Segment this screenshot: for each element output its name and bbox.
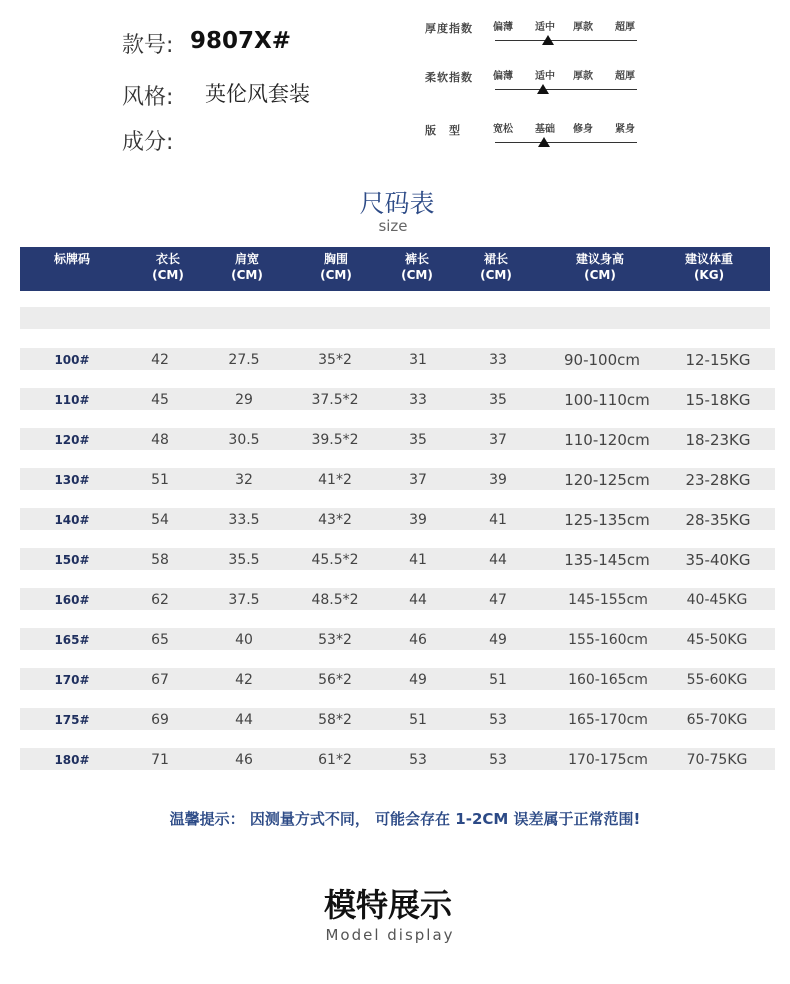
- cell-length: 51: [151, 472, 169, 488]
- size-table-header: [20, 247, 770, 291]
- header-cell-tag: 标牌码: [53, 252, 90, 266]
- cell-weight: 18-23KG: [685, 431, 751, 449]
- cell-chest: 41*2: [318, 472, 352, 488]
- index-option: 紧身: [615, 124, 635, 135]
- cell-chest: 39.5*2: [311, 432, 359, 448]
- cell-length: 45: [151, 392, 169, 408]
- cell-tag: 150#: [54, 553, 90, 567]
- cell-chest: 48.5*2: [311, 592, 359, 608]
- softness-index: [425, 67, 655, 107]
- cell-skirt: 44: [489, 552, 507, 568]
- model-number: 9807X#: [190, 28, 292, 54]
- table-row: [20, 548, 775, 570]
- cell-shoulder: 33.5: [228, 512, 260, 528]
- index-marker-icon: [542, 35, 554, 45]
- cell-weight: 15-18KG: [685, 391, 751, 409]
- cell-skirt: 51: [489, 672, 507, 688]
- cell-tag: 180#: [54, 753, 90, 767]
- cell-height: 165-170cm: [568, 712, 648, 728]
- cell-skirt: 33: [489, 352, 507, 368]
- cell-weight: 28-35KG: [685, 511, 751, 529]
- cell-pants: 33: [409, 392, 427, 408]
- cell-tag: 100#: [54, 353, 90, 367]
- index-option: 修身: [573, 124, 593, 135]
- cell-height: 120-125cm: [564, 471, 650, 489]
- cell-skirt: 47: [489, 592, 507, 608]
- index-option: 宽松: [493, 124, 513, 135]
- cell-skirt: 37: [489, 432, 507, 448]
- table-row: [20, 388, 775, 410]
- cell-weight: 23-28KG: [685, 471, 751, 489]
- model-display-title: 模特展示: [323, 886, 452, 924]
- cell-height: 170-175cm: [568, 752, 648, 768]
- cell-height: 155-160cm: [568, 632, 648, 648]
- table-row: [20, 668, 775, 690]
- cell-length: 48: [151, 432, 169, 448]
- cell-weight: 12-15KG: [685, 351, 751, 369]
- cell-tag: 175#: [54, 713, 90, 727]
- cell-skirt: 35: [489, 392, 507, 408]
- cell-weight: 40-45KG: [686, 592, 748, 608]
- cell-weight: 65-70KG: [686, 712, 748, 728]
- cell-shoulder: 35.5: [228, 552, 260, 568]
- cell-skirt: 39: [489, 472, 507, 488]
- index-marker-icon: [538, 137, 550, 147]
- cell-chest: 56*2: [318, 672, 352, 688]
- index-option: 基础: [535, 124, 555, 135]
- cell-length: 69: [151, 712, 169, 728]
- cell-length: 62: [151, 592, 169, 608]
- cell-chest: 53*2: [318, 632, 352, 648]
- cell-chest: 45.5*2: [311, 552, 359, 568]
- cell-height: 145-155cm: [568, 592, 648, 608]
- cell-chest: 61*2: [318, 752, 352, 768]
- cell-length: 71: [151, 752, 169, 768]
- cell-skirt: 41: [489, 512, 507, 528]
- header-cell-pants: 裤长 (CM): [401, 252, 433, 282]
- index-label: 厚度指数: [425, 22, 473, 35]
- index-marker-icon: [537, 84, 549, 94]
- cell-skirt: 49: [489, 632, 507, 648]
- cell-shoulder: 42: [235, 672, 253, 688]
- style-label: 风格:: [122, 85, 174, 110]
- cell-length: 54: [151, 512, 169, 528]
- header-cell-chest: 胸围 (CM): [320, 252, 352, 282]
- cell-height: 100-110cm: [564, 391, 650, 409]
- table-row: [20, 628, 775, 650]
- cell-tag: 160#: [54, 593, 90, 607]
- thickness-index: [425, 18, 655, 58]
- cell-height: 90-100cm: [564, 351, 640, 369]
- cell-tag: 170#: [54, 673, 90, 687]
- table-row: [20, 348, 775, 370]
- cell-weight: 55-60KG: [686, 672, 748, 688]
- index-option: 厚款: [573, 22, 593, 33]
- header-cell-length: 衣长 (CM): [152, 252, 184, 282]
- cell-shoulder: 29: [235, 392, 253, 408]
- cell-pants: 44: [409, 592, 427, 608]
- cell-chest: 43*2: [318, 512, 352, 528]
- cell-weight: 45-50KG: [686, 632, 748, 648]
- cell-tag: 165#: [54, 633, 90, 647]
- cell-skirt: 53: [489, 712, 507, 728]
- table-row: [20, 708, 775, 730]
- cell-tag: 110#: [54, 393, 90, 407]
- cell-shoulder: 44: [235, 712, 253, 728]
- style-value: 英伦风套装: [205, 82, 310, 106]
- cell-pants: 39: [409, 512, 427, 528]
- cell-pants: 49: [409, 672, 427, 688]
- cell-pants: 41: [409, 552, 427, 568]
- fit-index: [425, 120, 655, 160]
- cell-tag: 140#: [54, 513, 90, 527]
- cell-pants: 37: [409, 472, 427, 488]
- model-label: 款号:: [122, 33, 174, 58]
- cell-height: 135-145cm: [564, 551, 650, 569]
- size-chart-title: 尺码表: [359, 189, 435, 218]
- index-option: 超厚: [615, 22, 635, 33]
- cell-pants: 31: [409, 352, 427, 368]
- cell-pants: 35: [409, 432, 427, 448]
- size-chart-subtitle: size: [378, 217, 408, 235]
- cell-shoulder: 27.5: [228, 352, 260, 368]
- index-option: 适中: [535, 71, 555, 82]
- cell-shoulder: 30.5: [228, 432, 260, 448]
- index-scale-line: [495, 40, 637, 41]
- model-display-subtitle: Model display: [325, 926, 455, 944]
- table-row: [20, 508, 775, 530]
- table-row: [20, 428, 775, 450]
- cell-shoulder: 40: [235, 632, 253, 648]
- cell-pants: 46: [409, 632, 427, 648]
- index-label: 柔软指数: [425, 71, 473, 84]
- cell-shoulder: 32: [235, 472, 253, 488]
- cell-weight: 70-75KG: [686, 752, 748, 768]
- cell-tag: 120#: [54, 433, 90, 447]
- cell-weight: 35-40KG: [685, 551, 751, 569]
- index-option: 适中: [535, 22, 555, 33]
- cell-shoulder: 46: [235, 752, 253, 768]
- index-scale-line: [495, 89, 637, 90]
- cell-height: 125-135cm: [564, 511, 650, 529]
- cell-pants: 51: [409, 712, 427, 728]
- table-row: [20, 588, 775, 610]
- spacer-band: [20, 307, 770, 329]
- cell-length: 65: [151, 632, 169, 648]
- header-cell-skirt: 裙长 (CM): [480, 252, 512, 282]
- header-cell-weight: 建议体重 (KG): [684, 252, 733, 282]
- cell-height: 160-165cm: [568, 672, 648, 688]
- cell-length: 67: [151, 672, 169, 688]
- index-option: 厚款: [573, 71, 593, 82]
- index-option: 超厚: [615, 71, 635, 82]
- index-scale-line: [495, 142, 637, 143]
- header-cell-height: 建议身高 (CM): [575, 252, 624, 282]
- table-row: [20, 468, 775, 490]
- material-label: 成分:: [122, 130, 174, 155]
- cell-shoulder: 37.5: [228, 592, 260, 608]
- cell-skirt: 53: [489, 752, 507, 768]
- cell-pants: 53: [409, 752, 427, 768]
- header-cell-shoulder: 肩宽 (CM): [231, 252, 263, 282]
- measurement-notice: 温馨提示： 因测量方式不同， 可能会存在 1-2CM 误差属于正常范围!: [169, 810, 641, 828]
- cell-chest: 37.5*2: [311, 392, 359, 408]
- cell-length: 42: [151, 352, 169, 368]
- cell-tag: 130#: [54, 473, 90, 487]
- table-row: [20, 748, 775, 770]
- index-label: 版 型: [425, 124, 461, 137]
- cell-chest: 58*2: [318, 712, 352, 728]
- index-option: 偏薄: [493, 71, 513, 82]
- cell-height: 110-120cm: [564, 431, 650, 449]
- cell-length: 58: [151, 552, 169, 568]
- cell-chest: 35*2: [318, 352, 352, 368]
- index-option: 偏薄: [493, 22, 513, 33]
